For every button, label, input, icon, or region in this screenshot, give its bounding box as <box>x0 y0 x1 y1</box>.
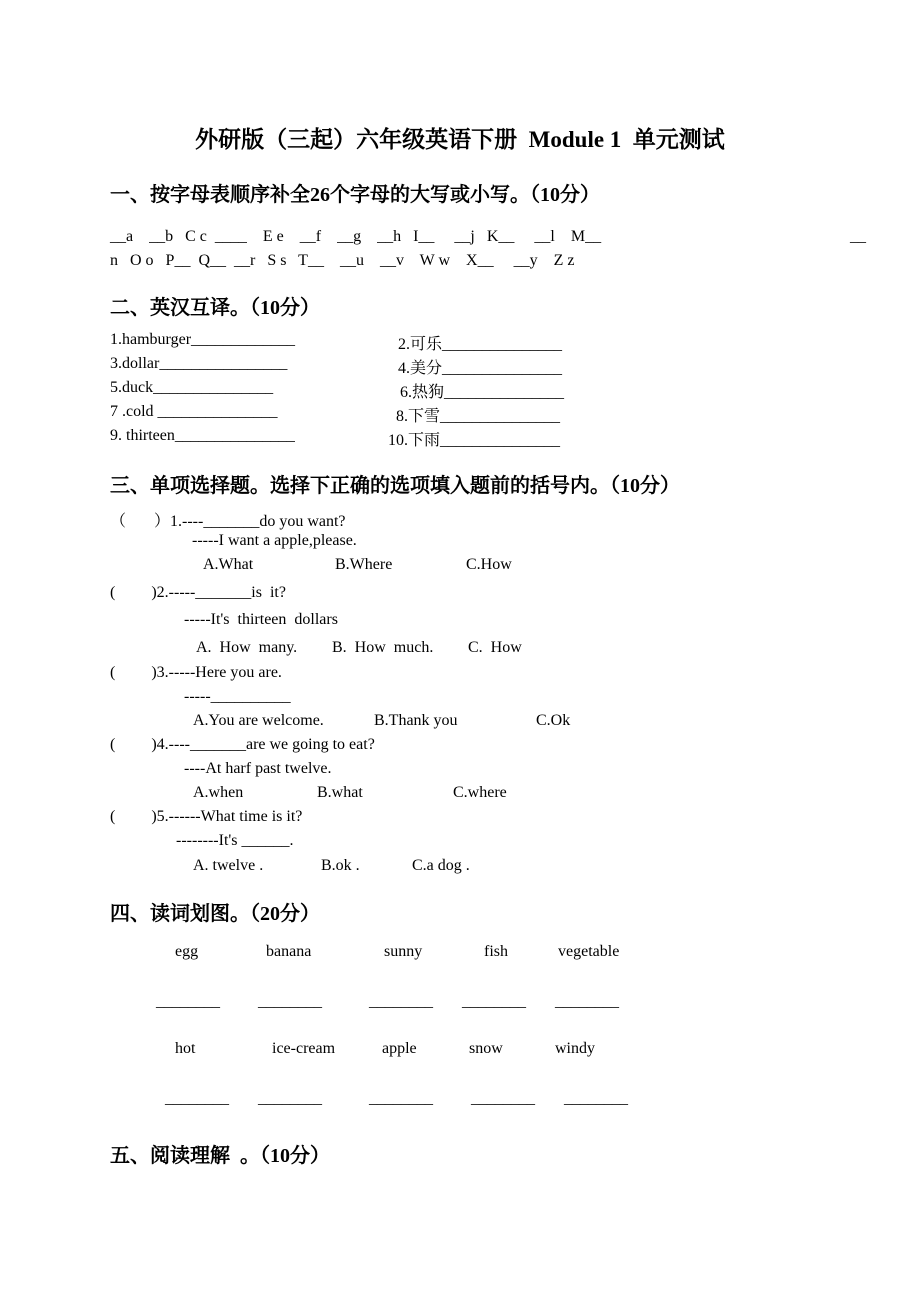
drawing-blank: ________ <box>258 1090 322 1107</box>
drawing-blank: ________ <box>369 993 433 1010</box>
question-4-reply: ----At harf past twelve. <box>184 760 332 777</box>
drawing-blank: ________ <box>471 1090 535 1107</box>
word-ice-cream: ice-cream <box>272 1040 336 1057</box>
drawing-blank: ________ <box>258 993 322 1010</box>
question-5-stem: ( )5.------What time is it? <box>110 808 303 825</box>
translate-item-5: 5.duck_______________ <box>110 379 274 396</box>
word-hot: hot <box>175 1040 196 1057</box>
translate-item-6: 6.热狗_______________ <box>400 384 565 401</box>
question-4-option-a: A.when <box>193 784 244 801</box>
word-sunny: sunny <box>384 943 423 960</box>
question-3-reply: -----__________ <box>184 688 291 705</box>
translate-item-10: 10.下雨_______________ <box>388 432 561 449</box>
word-fish: fish <box>484 943 508 960</box>
section-5-heading: 五、阅读理解 。（10分） <box>110 1145 330 1167</box>
drawing-blank: ________ <box>156 993 220 1010</box>
page-title: 外研版（三起）六年级英语下册 Module 1 单元测试 <box>195 127 725 152</box>
question-3-stem: ( )3.-----Here you are. <box>110 664 282 681</box>
question-4-option-b: B.what <box>317 784 363 801</box>
question-2-stem: ( )2.-----_______is it? <box>110 584 286 601</box>
word-banana: banana <box>266 943 312 960</box>
question-5-option-a: A. twelve . <box>193 857 264 874</box>
drawing-blank: ________ <box>564 1090 628 1107</box>
word-windy: windy <box>555 1040 595 1057</box>
question-1-reply: -----I want a apple,please. <box>192 532 357 549</box>
translate-item-3: 3.dollar________________ <box>110 355 288 372</box>
section-2-heading: 二、英汉互译。（10分） <box>110 297 320 319</box>
question-3-option-a: A.You are welcome. <box>193 712 324 729</box>
question-4-stem: ( )4.----_______are we going to eat? <box>110 736 375 753</box>
question-1-option-a: A.What <box>203 556 254 573</box>
translate-item-7: 7 .cold _______________ <box>110 403 278 420</box>
translate-item-9: 9. thirteen_______________ <box>110 427 295 444</box>
section-3-heading: 三、单项选择题。选择下正确的选项填入题前的括号内。（10分） <box>110 475 680 497</box>
drawing-blank: ________ <box>369 1090 433 1107</box>
question-5-option-c: C.a dog . <box>412 857 470 874</box>
question-2-reply: -----It's thirteen dollars <box>184 611 338 628</box>
translate-item-2: 2.可乐_______________ <box>398 336 563 353</box>
question-4-option-c: C.where <box>453 784 507 801</box>
drawing-blank: ________ <box>555 993 619 1010</box>
question-2-option-c: C. How <box>468 639 522 656</box>
alphabet-line-1-end: __ <box>850 228 866 245</box>
section-1-heading: 一、按字母表顺序补全26个字母的大写或小写。（10分） <box>110 184 600 206</box>
word-egg: egg <box>175 943 199 960</box>
question-3-option-b: B.Thank you <box>374 712 458 729</box>
word-apple: apple <box>382 1040 417 1057</box>
section-4-heading: 四、读词划图。（20分） <box>110 903 320 925</box>
alphabet-line-2: n O o P__ Q__ __r S s T__ __u __v W w X__ __y Z z <box>110 252 575 269</box>
drawing-blank: ________ <box>165 1090 229 1107</box>
translate-item-8: 8.下雪_______________ <box>396 408 561 425</box>
drawing-blank: ________ <box>462 993 526 1010</box>
question-5-option-b: B.ok . <box>321 857 360 874</box>
question-1-stem: （ ）1.----_______do you want? <box>110 513 346 530</box>
question-3-option-c: C.Ok <box>536 712 571 729</box>
translate-item-1: 1.hamburger_____________ <box>110 331 296 348</box>
question-1-option-b: B.Where <box>335 556 393 573</box>
alphabet-line-1: __a __b C c ____ E e __f __g __h I__ __j K__ __l M__ <box>110 228 602 245</box>
word-snow: snow <box>469 1040 503 1057</box>
question-1-option-c: C.How <box>466 556 512 573</box>
question-2-option-b: B. How much. <box>332 639 434 656</box>
translate-item-4: 4.美分_______________ <box>398 360 563 377</box>
question-5-reply: --------It's ______. <box>176 832 294 849</box>
word-vegetable: vegetable <box>558 943 620 960</box>
question-2-option-a: A. How many. <box>196 639 298 656</box>
